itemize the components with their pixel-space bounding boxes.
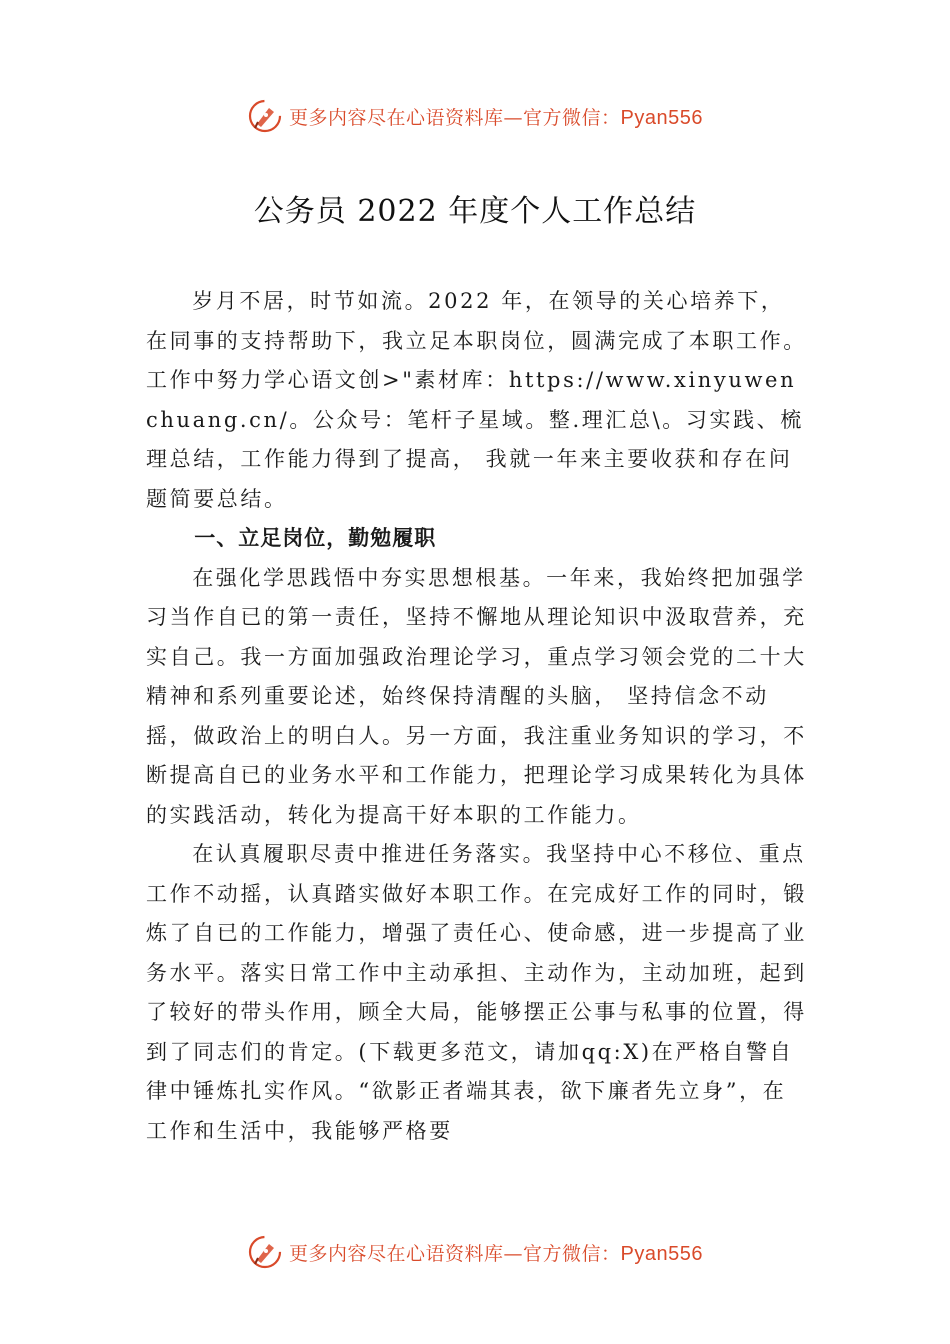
document-title: 公务员 2022 年度个人工作总结 bbox=[253, 194, 697, 229]
pen-nib-logo-icon bbox=[247, 98, 283, 134]
paragraph-duty: 在认真履职尽责中推进任务落实。我坚持中心不移位、重点工作不动摇，认真踏实做好本职工作。在完成好工作的同时，锻炼了自已的工作能力，增强了责任心、使命感，进一步提高了业务水平。落实日常工作中主动承担、主动作为，主动加班，起到了较好的带头作用，顾全大局，能够摆正公事与私事的位置，得到了同志们的肯定。(下载更多范文，请加qq:X)在严格自警自律中锤炼扎实作风。“欲影正者端其表，欲下廉者先立身”，在工作和生活中，我能够严格要 bbox=[146, 842, 807, 1143]
pen-nib-logo-icon bbox=[247, 1234, 283, 1270]
watermark-account: Pyan556 bbox=[620, 106, 703, 129]
section-heading: 一、立足岗位，勤勉履职 bbox=[194, 526, 437, 550]
paragraph-study: 在强化学思践悟中夯实思想根基。一年来，我始终把加强学习当作自已的第一责任，坚持不懈地从理论知识中汲取营养，充实自己。我一方面加强政治理论学习，重点学习领会党的二十大精神和系列重要论述，始终保持清醒的头脑， 坚持信念不动摇，做政治上的明白人。另一方面，我注重业务知识的学习，不断提高自已的业务水平和工作能力，把理论学习成果转化为具体的实践活动，转化为提高干好本职的工作能力。 bbox=[146, 565, 807, 827]
paragraph-intro: 岁月不居，时节如流。2022 年，在领导的关心培养下， 在同事的支持帮助下，我立足本职岗位，圆满完成了本职工作。工作中努力学心语文创>"素材库：https://www.xinyuwenchuang.cn/。公众号：笔杆子星域。整.理汇总\。习实践、梳理总结，工作能力得到了提高， 我就一年来主要收获和存在问题简要总结。 bbox=[146, 289, 807, 511]
watermark-text: 更多内容尽在心语资料库—官方微信：Pyan556 bbox=[289, 106, 703, 129]
footer-watermark bbox=[0, 1232, 950, 1272]
document-body bbox=[146, 282, 808, 1151]
watermark-text: 更多内容尽在心语资料库—官方微信：Pyan556 bbox=[289, 1242, 703, 1265]
watermark-account: Pyan556 bbox=[620, 1242, 703, 1265]
header-watermark bbox=[0, 96, 950, 136]
